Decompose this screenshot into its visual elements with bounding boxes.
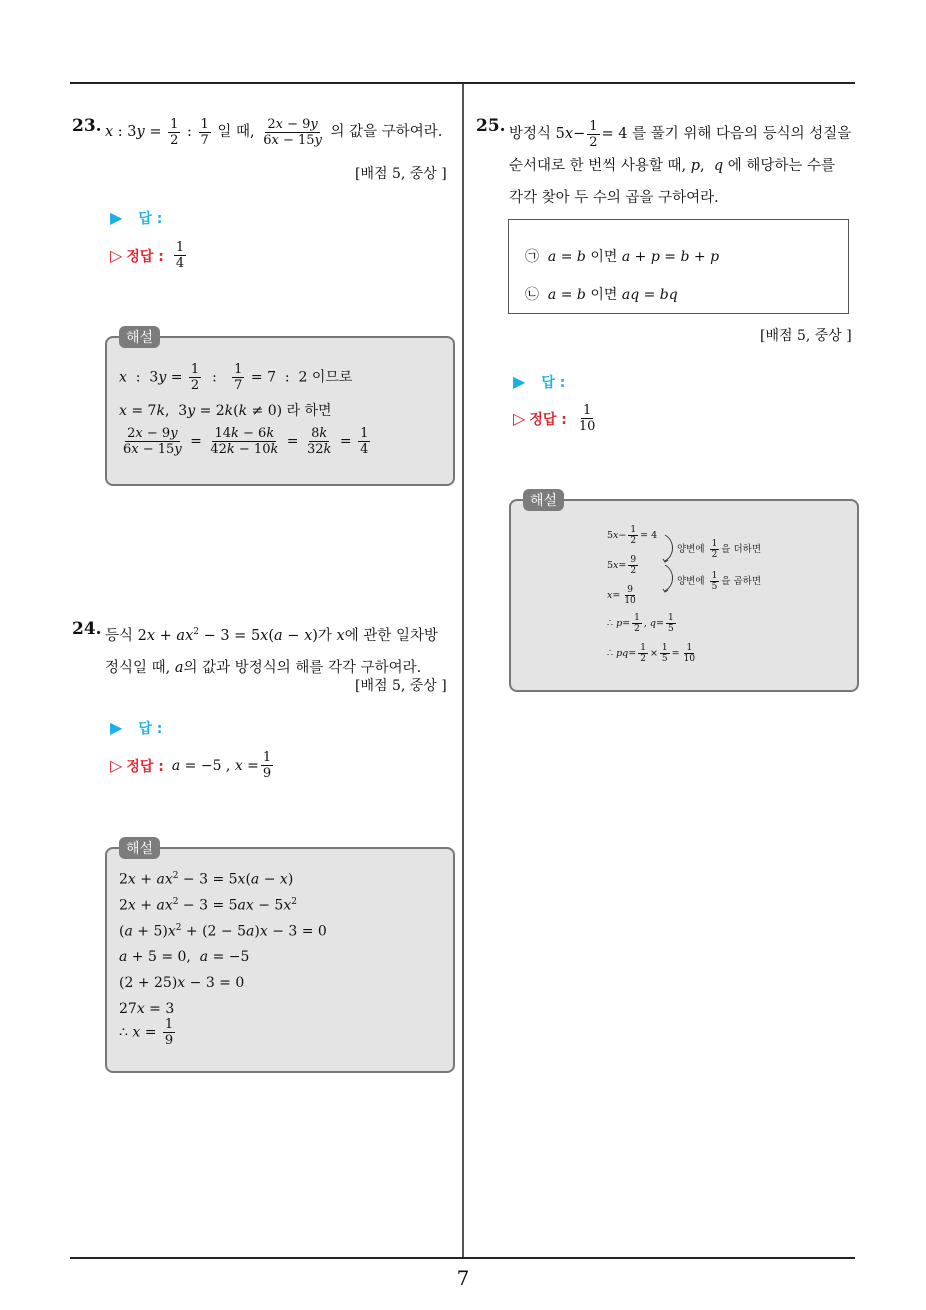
q24-stem: 등식 $2x + ax^2 - 3 = 5x(a - x)$가 x에 관한 일차방 정식일 때, a의 값과 방정식의 해를 각각 구하여라. <box>105 627 438 676</box>
play-icon: ▶ <box>110 208 123 227</box>
q25-sol-note1: 양변에 $\frac{1}{2}$ 을 더하면 <box>677 539 762 560</box>
q25-sol-line1: 5x− $\frac{1}{2}$ = 4 <box>607 525 658 546</box>
q25-answer: ▶ 답 : <box>513 372 566 391</box>
q24-correct: ▷ 정답 : a = −5 , x = $\frac{1}{9}$ <box>110 750 272 781</box>
q23-stem-mid: 일 때, <box>217 124 255 140</box>
q25-sol-line2: 5x= $\frac{9}{2}$ <box>607 555 637 576</box>
solution-tag: 해설 <box>119 837 160 859</box>
q25-stem: 방정식 5x− $\frac{1}{2}$ = 4 를 풀기 위해 다음의 등식의 성질을 순서대로 한 번씩 사용할 때, p, q 에 해당하는 수를 각각 찾아 두 수의 곱을 구하여라. <box>509 118 852 206</box>
q25-property-1: ㉠ a = b 이면 a + p = b + p <box>525 249 720 265</box>
q24-sol-line3: $(a + 5)x^2 + (2 - 5a)x - 3 = 0$ <box>119 923 327 940</box>
q25-sol-line3: x= $\frac{9}{10}$ <box>607 585 636 606</box>
q25-solution <box>509 493 859 692</box>
bottom-rule <box>70 1257 855 1259</box>
outline-triangle-icon: ▷ <box>110 756 123 775</box>
q24-sol-line5: (2 + 25)x − 3 = 0 <box>119 975 245 991</box>
q23-sol-line1: x : 3y = $\frac{1}{2}$ : $\frac{1}{7}$ = 7 : 2 이므로 <box>119 362 353 393</box>
q24-answer: ▶ 답 : <box>110 718 163 737</box>
column-divider <box>462 84 464 1258</box>
q24-sol-line1: $2x + ax^2 - 3 = 5x(a - x)$ <box>119 871 294 888</box>
q25-property-box <box>508 219 849 314</box>
play-icon: ▶ <box>513 372 526 391</box>
q25-number: 25. <box>476 116 506 136</box>
q24-number: 24. <box>72 619 102 639</box>
outline-triangle-icon: ▷ <box>110 246 123 265</box>
q25-property-2: ㉡ a = b 이면 aq = bq <box>525 287 678 303</box>
q23-number: 23. <box>72 116 102 136</box>
play-icon: ▶ <box>110 718 123 737</box>
q23-correct: ▷ 정답 : $\frac{1}{4}$ <box>110 240 185 271</box>
q25-points: [배점 5, 중상 ] <box>760 328 852 344</box>
q25-sol-line5: ∴ pq= $\frac{1}{2}$ × $\frac{1}{5}$ = $\frac{1}{10}$ <box>607 643 696 664</box>
q24-sol-line6: 27x = 3 <box>119 1001 175 1017</box>
page-number: 7 <box>456 1266 470 1290</box>
q23-sol-line2: x = 7k, 3y = 2k(k ≠ 0) 라 하면 <box>119 403 332 419</box>
q23-sol-line3: $\frac{2x - 9y}{6x - 15y}$ = $\frac{14k - 6k}{42k - 10k}$ = $\frac{8k}{32k}$ = $\frac{1}{4}$ <box>123 426 369 457</box>
solution-tag: 해설 <box>523 489 564 511</box>
q24-sol-line4: a + 5 = 0, a = −5 <box>119 949 250 965</box>
outline-triangle-icon: ▷ <box>513 409 526 428</box>
q23-points: [배점 5, 중상 ] <box>355 166 447 182</box>
q24-solution <box>105 841 455 1073</box>
step-arrows <box>661 533 681 593</box>
q24-sol-line7: ∴ x = $\frac{1}{9}$ <box>119 1017 174 1048</box>
q23-stem-end: 의 값을 구하여라. <box>330 124 443 140</box>
q24-sol-line2: $2x + ax^2 - 3 = 5ax - 5x^2$ <box>119 897 297 914</box>
solution-tag: 해설 <box>119 326 160 348</box>
q25-sol-line4: ∴ p= $\frac{1}{2}$ , q= $\frac{1}{5}$ <box>607 613 674 634</box>
q24-points: [배점 5, 중상 ] <box>355 678 447 694</box>
q23-stem: x : 3y = $\frac{1}{2}$ : $\frac{1}{7}$ 일 때, $\frac{2x - 9y}{6x - 15y}$ 의 값을 구하여라. <box>105 116 443 148</box>
q23-answer: ▶ 답 : <box>110 208 163 227</box>
q25-sol-note2: 양변에 $\frac{1}{5}$ 을 곱하면 <box>677 571 762 592</box>
q25-correct: ▷ 정답 : $\frac{1}{10}$ <box>513 403 596 434</box>
q23-solution <box>105 330 455 486</box>
